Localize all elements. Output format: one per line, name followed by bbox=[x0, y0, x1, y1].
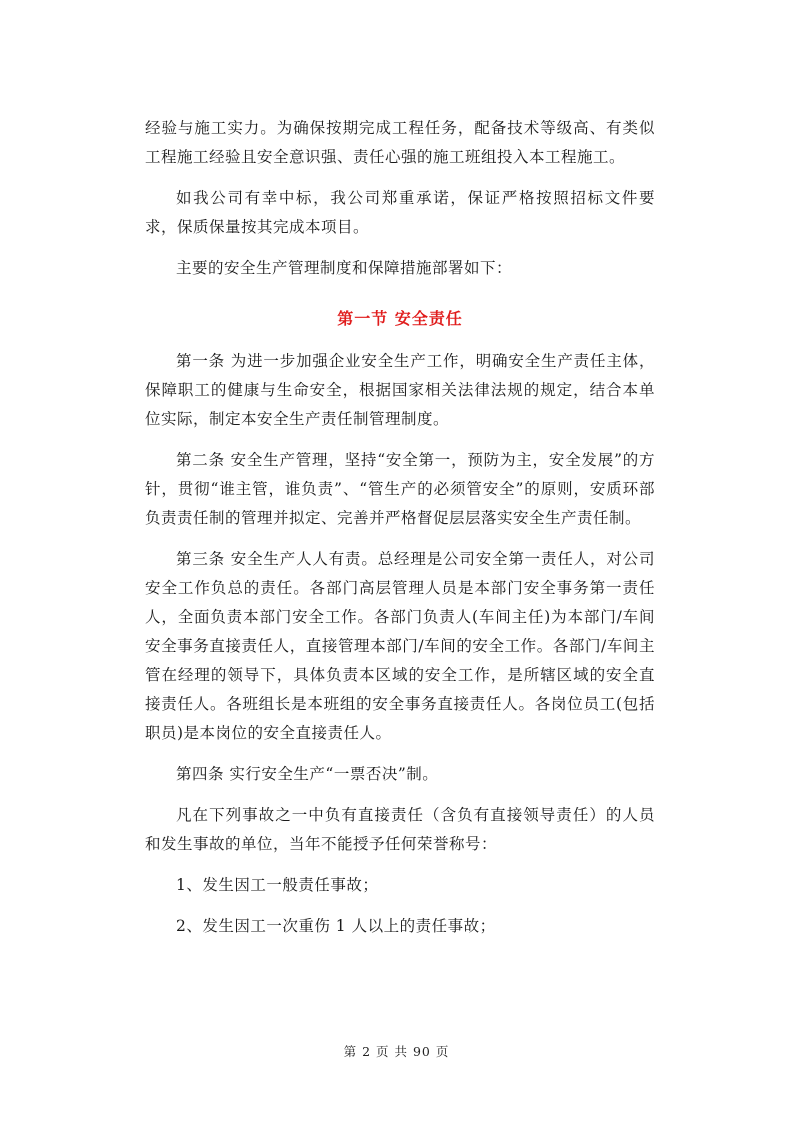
paragraph-commitment: 如我公司有幸中标，我公司郑重承诺，保证严格按照招标文件要求，保质保量按其完成本项目。 bbox=[145, 189, 655, 236]
article-2: 第二条 安全生产管理，坚持“安全第一，预防为主，安全发展”的方针，贯彻“谁主管，谁负责”、“管生产的必须管安全”的原则，安质环部负责责任制的管理并拟定、完善并严格督促层层落实安全生产责任制。 bbox=[145, 451, 655, 527]
paragraph-conditions: 凡在下列事故之一中负有直接责任（含负有直接领导责任）的人员和发生事故的单位，当年不能授予任何荣誉称号： bbox=[145, 806, 655, 853]
list-item-2: 2、发生因工一次重伤 1 人以上的责任事故； bbox=[176, 917, 496, 935]
article-1: 第一条 为进一步加强企业安全生产工作，明确安全生产责任主体，保障职工的健康与生命安全，根据国家相关法律法规的规定，结合本单位实际，制定本安全生产责任制管理制度。 bbox=[145, 352, 655, 428]
article-3: 第三条 安全生产人人有责。总经理是公司安全第一责任人，对公司安全工作负总的责任。各部门高层管理人员是本部门安全事务第一责任人，全面负责本部门安全工作。各部门负责人(车间主任)为本部门/车间安全事务直接责任人，直接管理本部门/车间的安全工作。各部门/车间主管在经理的领导下，具体负责本区域的安全工作，是所辖区域的安全直接责任人。各班组长是本班组的安全事务直接责任人。各岗位员工(包括职员)是本岗位的安全直接责任人。 bbox=[145, 550, 655, 742]
paragraph-continuation: 经验与施工实力。为确保按期完成工程任务，配备技术等级高、有类似工程施工经验且安全意识强、责任心强的施工班组投入本工程施工。 bbox=[145, 119, 655, 166]
paragraph-intro: 主要的安全生产管理制度和保障措施部署如下： bbox=[176, 259, 513, 277]
section-title: 第一节 安全责任 bbox=[337, 309, 463, 328]
article-4: 第四条 实行安全生产“一票否决”制。 bbox=[176, 765, 439, 783]
list-item-1: 1、发生因工一般责任事故； bbox=[176, 876, 379, 894]
page-number-footer: 第 2 页 共 90 页 bbox=[343, 1044, 450, 1059]
document-body bbox=[145, 114, 655, 953]
